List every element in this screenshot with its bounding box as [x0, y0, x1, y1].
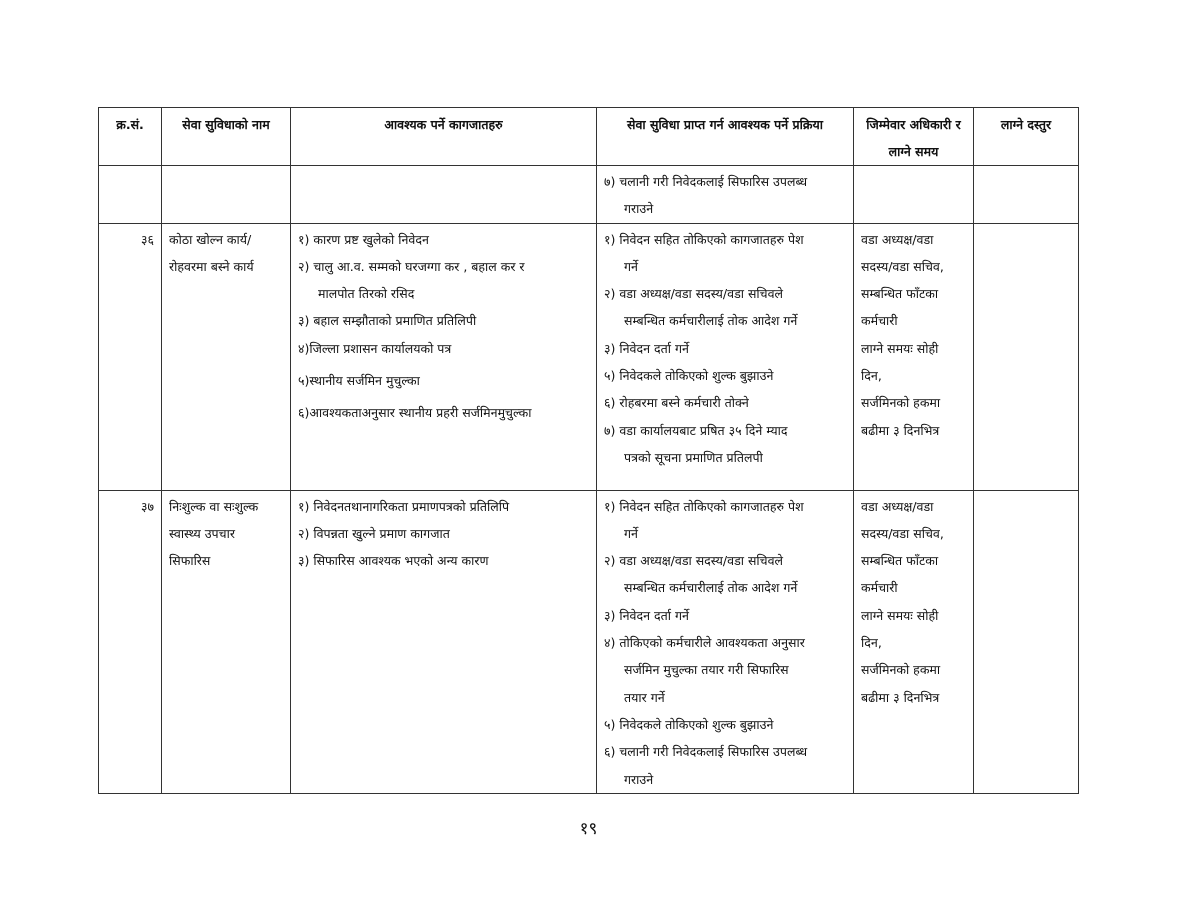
- process-line: गर्ने: [624, 525, 638, 541]
- document-line: ४)जिल्ला प्रशासन कार्यालयको पत्र: [298, 340, 452, 356]
- process-line: ६) चलानी गरी निवेदकलाई सिफारिस उपलब्ध: [604, 744, 808, 760]
- page-number: १९: [579, 819, 598, 839]
- responsible-line: लाग्ने समयः सोही: [861, 340, 939, 356]
- responsible-line: बढीमा ३ दिनभित्र: [861, 422, 940, 438]
- responsible-line: कर्मचारी: [861, 313, 898, 329]
- cell-serial-number: ३६: [99, 223, 162, 490]
- responsible-line: सदस्य/वडा सचिव,: [861, 525, 944, 541]
- responsible-line: बढीमा ३ दिनभित्र: [861, 689, 940, 705]
- responsible-line: सम्बन्धित फाँटका: [861, 286, 939, 302]
- process-line: ५) निवेदकले तोकिएको शुल्क बुझाउने: [604, 368, 774, 384]
- cell-documents: [291, 166, 597, 224]
- table-row-continuation: [99, 166, 1079, 224]
- responsible-line: सदस्य/वडा सचिव,: [861, 258, 944, 274]
- process-line: ६) रोहबरमा बस्ने कर्मचारी तोक्ने: [604, 395, 749, 411]
- document-line: २) विपन्नता खुल्ने प्रमाण कागजात: [298, 525, 450, 541]
- process-line: पत्रको सूचना प्रमाणित प्रतिलपी: [624, 449, 763, 465]
- cell-service-name: [162, 490, 291, 793]
- process-line: सर्जमिन मुचुल्का तयार गरी सिफारिस: [624, 662, 789, 678]
- service-line: स्वास्थ्य उपचार: [169, 525, 235, 541]
- responsible-line: सम्बन्धित फाँटका: [861, 553, 939, 569]
- header-fee: लाग्ने दस्तुर: [974, 108, 1079, 166]
- header-responsible-officer: जिम्मेवार अधिकारी र लाग्ने समय: [854, 108, 974, 166]
- header-required-documents: आवश्यक पर्ने कागजातहरु: [291, 108, 597, 166]
- cell-documents: [291, 223, 597, 490]
- service-line: सिफारिस: [169, 553, 211, 569]
- process-line: सम्बन्धित कर्मचारीलाई तोक आदेश गर्ने: [624, 580, 798, 596]
- responsible-line: लाग्ने समयः सोही: [861, 607, 939, 623]
- service-line: रोहवरमा बस्ने कार्य: [169, 258, 254, 274]
- process-line: गर्ने: [624, 258, 638, 274]
- cell-responsible: [854, 223, 974, 490]
- process-line: ७) चलानी गरी निवेदकलाई सिफारिस उपलब्ध: [604, 174, 808, 189]
- process-line: सम्बन्धित कर्मचारीलाई तोक आदेश गर्ने: [624, 313, 798, 329]
- document-line: ३) बहाल सम्झौताको प्रमाणित प्रतिलिपी: [298, 313, 477, 329]
- services-table: [98, 107, 1079, 794]
- document-line: ६)आवश्यकताअनुसार स्थानीय प्रहरी सर्जमिनमुचुल्का: [298, 405, 532, 421]
- process-line: ७) वडा कार्यालयबाट प्रषित ३५ दिने म्याद: [604, 422, 788, 438]
- document-line: १) कारण प्रष्ट खुलेको निवेदन: [298, 231, 429, 247]
- document-line: २) चालु आ.व. सम्मको घरजग्गा कर , बहाल कर र: [298, 258, 525, 274]
- cell-fee: [974, 166, 1079, 224]
- document-line: ५)स्थानीय सर्जमिन मुचुल्का: [298, 373, 420, 389]
- process-line: २) वडा अध्यक्ष/वडा सदस्य/वडा सचिवले: [604, 286, 784, 302]
- document-line: ३) सिफारिस आवश्यक भएको अन्य कारण: [298, 553, 489, 569]
- process-line: ४) तोकिएको कर्मचारीले आवश्यकता अनुसार: [604, 635, 805, 651]
- responsible-line: वडा अध्यक्ष/वडा: [861, 498, 934, 514]
- responsible-line: कर्मचारी: [861, 580, 898, 596]
- cell-process: [597, 166, 854, 224]
- cell-responsible: [854, 490, 974, 793]
- cell-documents: [291, 490, 597, 793]
- document-line: मालपोत तिरको रसिद: [318, 286, 415, 302]
- cell-service-name: [162, 223, 291, 490]
- process-line: गराउने: [624, 771, 654, 787]
- service-line: कोठा खोल्न कार्य/: [169, 231, 252, 247]
- cell-service-name: [162, 166, 291, 224]
- header-row: [99, 108, 1079, 166]
- process-line: १) निवेदन सहित तोकिएको कागजातहरु पेश: [604, 498, 804, 514]
- document-line: १) निवेदनतथानागरिकता प्रमाणपत्रको प्रतिलिपि: [298, 498, 510, 514]
- header-process: सेवा सुविधा प्राप्त गर्न आवश्यक पर्ने प्रक्रिया: [597, 108, 854, 166]
- cell-serial-number: ३७: [99, 490, 162, 793]
- cell-responsible: [854, 166, 974, 224]
- responsible-line: वडा अध्यक्ष/वडा: [861, 231, 934, 247]
- cell-serial-number: [99, 166, 162, 224]
- service-line: निःशुल्क वा सःशुल्क: [169, 498, 259, 514]
- process-line: १) निवेदन सहित तोकिएको कागजातहरु पेश: [604, 231, 804, 247]
- process-line: ३) निवेदन दर्ता गर्ने: [604, 607, 689, 623]
- table-row: [99, 490, 1079, 793]
- cell-fee: [974, 490, 1079, 793]
- responsible-line: सर्जमिनको हकमा: [861, 662, 941, 678]
- header-serial-number: क्र.सं.: [99, 108, 162, 166]
- cell-process: [597, 223, 854, 490]
- cell-process: [597, 490, 854, 793]
- process-line: तयार गर्ने: [624, 689, 665, 705]
- process-line: ५) निवेदकले तोकिएको शुल्क बुझाउने: [604, 716, 774, 732]
- responsible-line: दिन,: [861, 635, 882, 651]
- table-row: [99, 223, 1079, 490]
- responsible-line: सर्जमिनको हकमा: [861, 395, 941, 411]
- process-line: ३) निवेदन दर्ता गर्ने: [604, 340, 689, 356]
- process-line: गराउने: [624, 201, 654, 217]
- cell-fee: [974, 223, 1079, 490]
- responsible-line: दिन,: [861, 368, 882, 384]
- header-service-name: सेवा सुविधाको नाम: [162, 108, 291, 166]
- process-line: २) वडा अध्यक्ष/वडा सदस्य/वडा सचिवले: [604, 553, 784, 569]
